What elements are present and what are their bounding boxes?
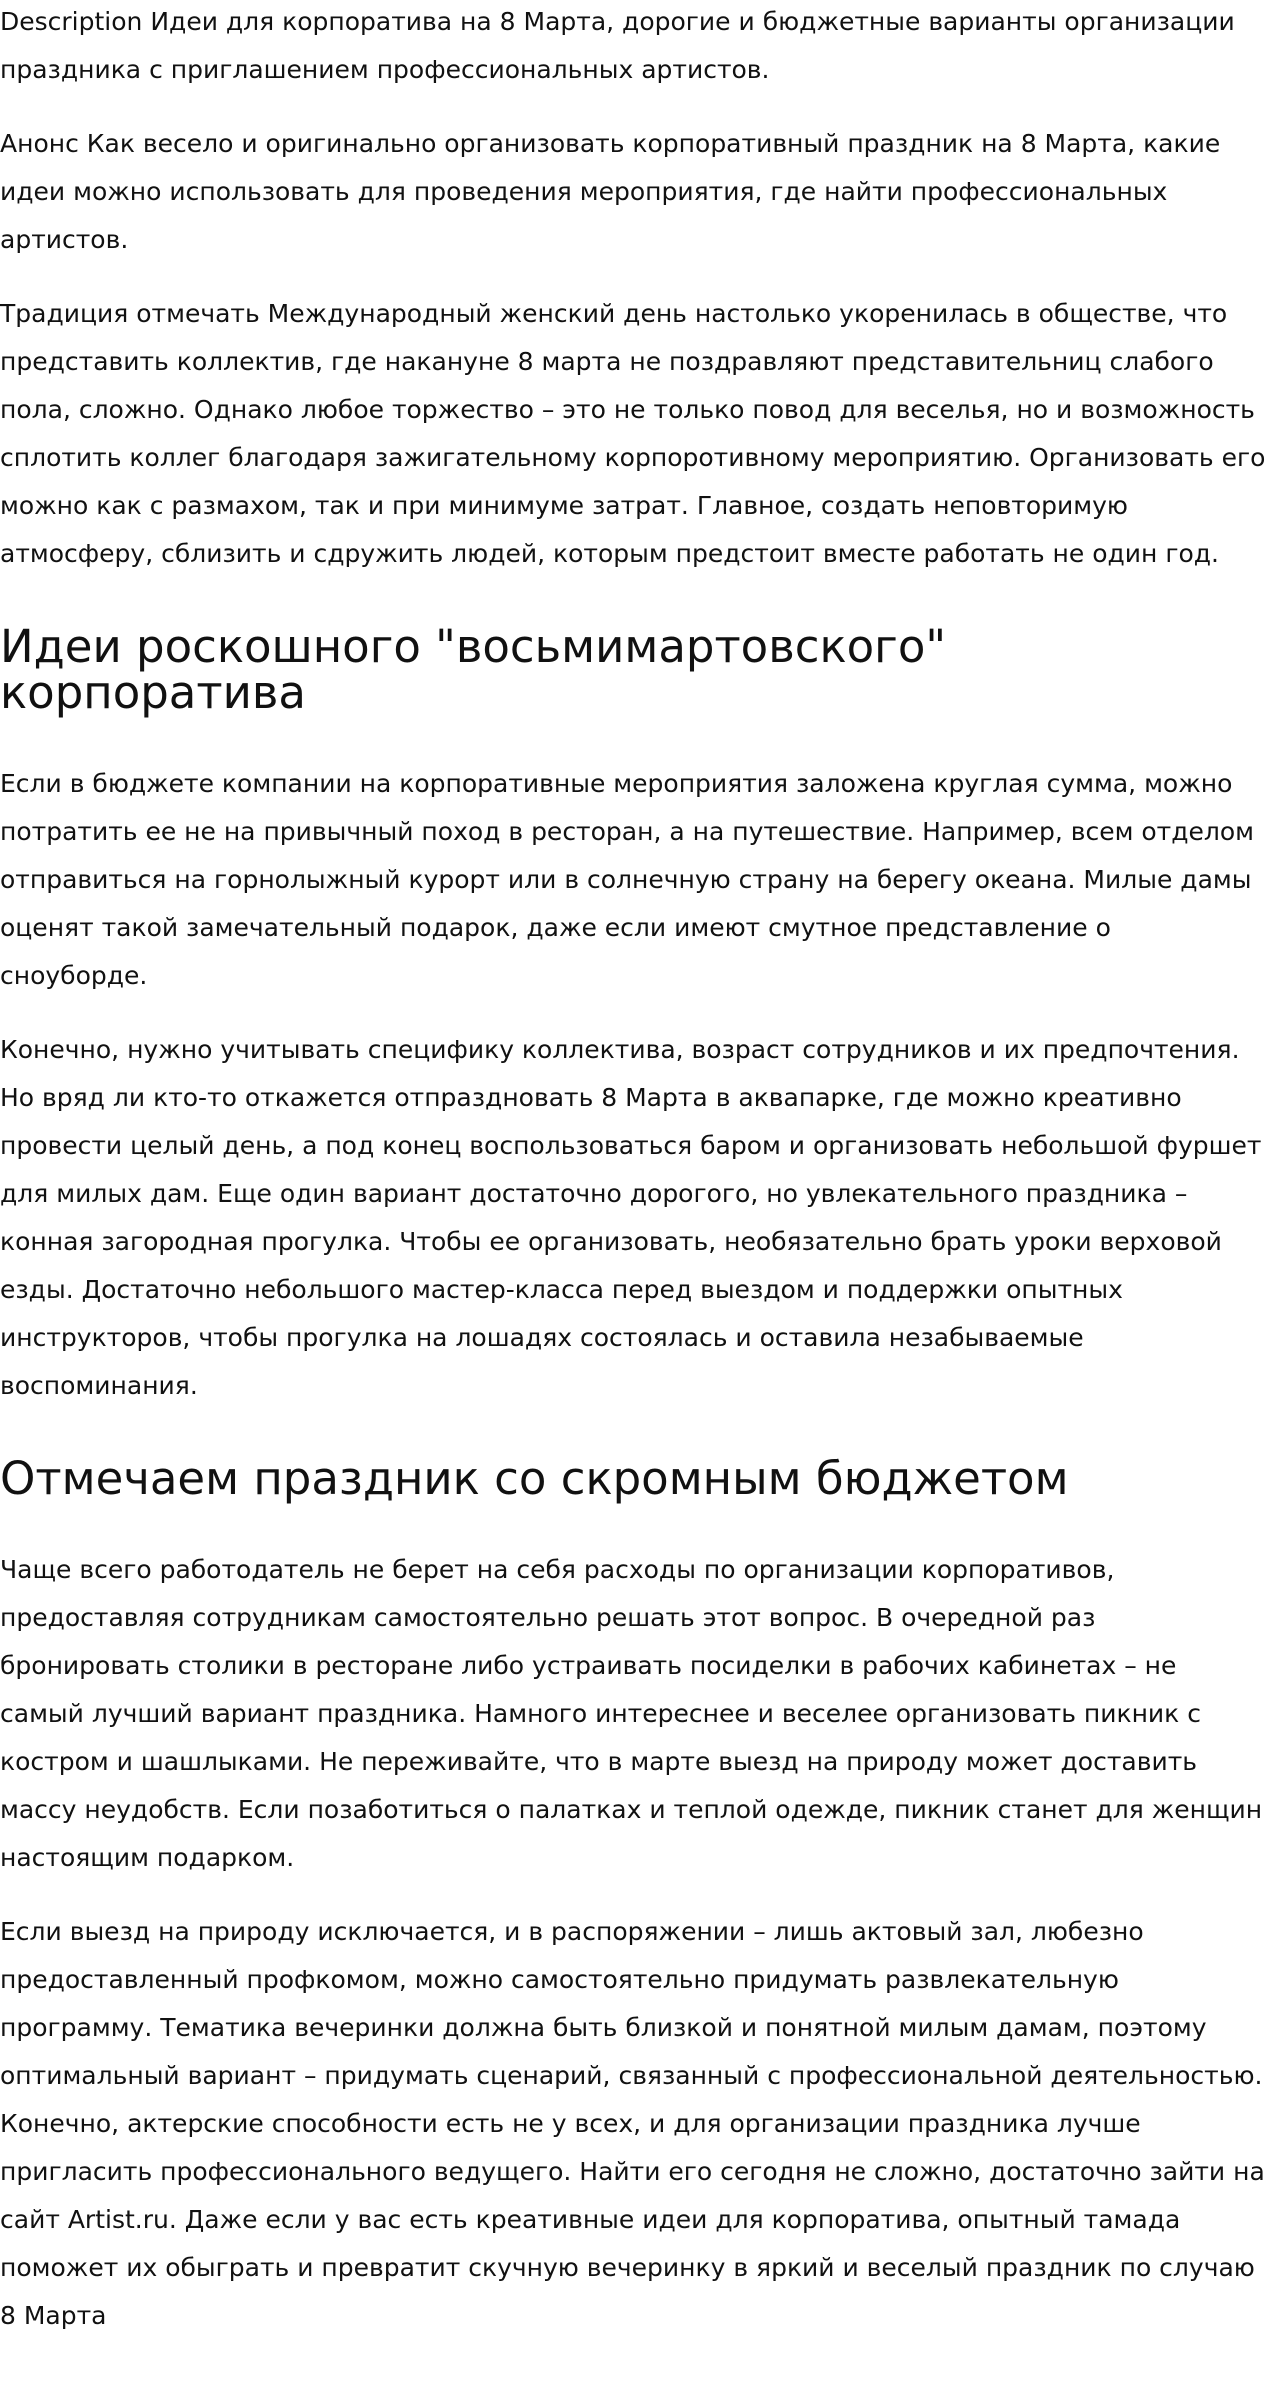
article-description: Description Идеи для корпоратива на 8 Марта, дорогие и бюджетные варианты организации праздника с приглашением профессиональных артистов. bbox=[0, 7, 1235, 84]
section-budget-paragraph-1: Чаще всего работодатель не берет на себя расходы по организации корпоративов, предоставляя сотрудникам самостоятельно решать этот вопрос. В очередной раз бронировать столики в ресторане либо устраивать посиделки в рабочих кабинетах – не самый лучший вариант праздника. Намного интереснее и веселее организовать пикник с костром и шашлыками. Не переживайте, что в марте выезд на природу может доставить массу неудобств. Если позаботиться о палатках и теплой одежде, пикник станет для женщин настоящим подарком. bbox=[0, 1555, 1263, 1872]
article-intro: Традиция отмечать Международный женский день настолько укоренилась в обществе, что представить коллектив, где накануне 8 марта не поздравляют представительниц слабого пола, сложно. Однако любое торжество – это не только повод для веселья, но и возможность сплотить коллег благодаря зажигательному корпоротивному мероприятию. Организовать его можно как с размахом, так и при минимуме затрат. Главное, создать неповторимую атмосферу, сблизить и сдружить людей, которым предстоит вместе работать не один год. bbox=[0, 299, 1266, 568]
section-heading-budget: Отмечаем праздник со скромным бюджетом bbox=[0, 1452, 1069, 1505]
article-announce: Анонс Как весело и оригинально организовать корпоративный праздник на 8 Марта, какие идеи можно использовать для проведения мероприятия, где найти профессиональных артистов. bbox=[0, 129, 1221, 254]
section-luxury-paragraph-1: Если в бюджете компании на корпоративные мероприятия заложена круглая сумма, можно потратить ее не на привычный поход в ресторан, а на путешествие. Например, всем отделом отправиться на горнолыжный курорт или в солнечную страну на берегу океана. Милые дамы оценят такой замечательный подарок, даже если имеют смутное представление о сноуборде. bbox=[0, 769, 1255, 990]
section-heading-luxury: Идеи роскошного "восьмимартовского" корпоратива bbox=[0, 620, 947, 719]
section-budget-paragraph-2: Если выезд на природу исключается, и в распоряжении – лишь актовый зал, любезно предоставленный профкомом, можно самостоятельно придумать развлекательную программу. Тематика вечеринки должна быть близкой и понятной милым дамам, поэтому оптимальный вариант – придумать сценарий, связанный с профессиональной деятельностью. Конечно, актерские способности есть не у всех, и для организации праздника лучше пригласить профессионального ведущего. Найти его сегодня не сложно, достаточно зайти на сайт Artist.ru. Даже если у вас есть креативные идеи для корпоратива, опытный тамада поможет их обыграть и превратит скучную вечеринку в яркий и веселый праздник по случаю 8 Марта bbox=[0, 1917, 1265, 2330]
section-luxury-paragraph-2: Конечно, нужно учитывать специфику коллектива, возраст сотрудников и их предпочтения. Но вряд ли кто-то откажется отпраздновать 8 Марта в аквапарке, где можно креативно провести целый день, а под конец воспользоваться баром и организовать небольшой фуршет для милых дам. Еще один вариант достаточно дорогого, но увлекательного праздника – конная загородная прогулка. Чтобы ее организовать, необязательно брать уроки верховой езды. Достаточно небольшого мастер-класса перед выездом и поддержки опытных инструкторов, чтобы прогулка на лошадях состоялась и оставила незабываемые воспоминания. bbox=[0, 1035, 1262, 1400]
